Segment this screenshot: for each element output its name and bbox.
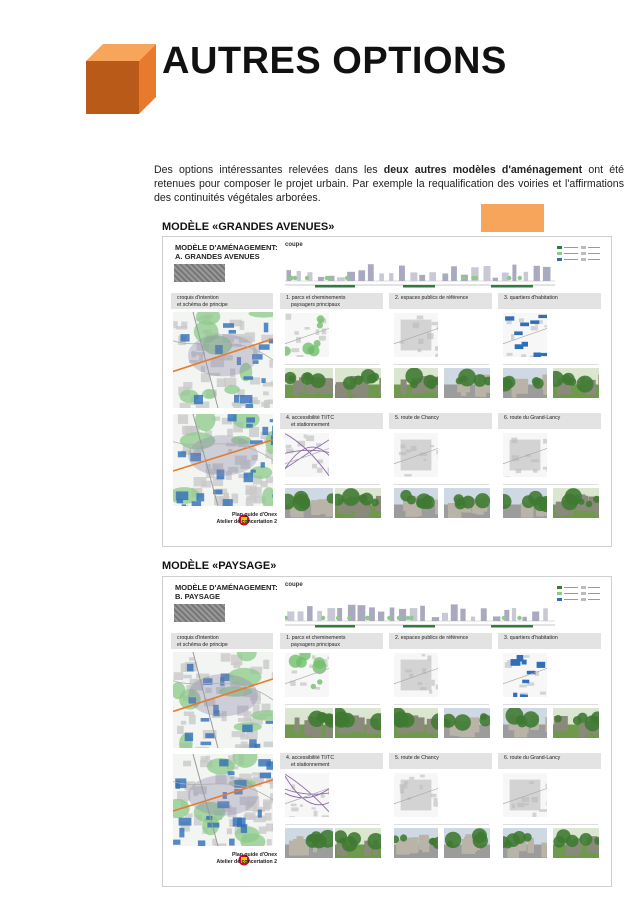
topic-map-svg bbox=[285, 433, 329, 477]
topic-heading-5 bbox=[389, 753, 492, 769]
topic-number: 4. bbox=[286, 415, 292, 421]
topic-title: parcs et cheminements bbox=[291, 635, 346, 641]
photo-caption-rule bbox=[285, 824, 380, 825]
croquis-line2: et schéma de principe bbox=[177, 641, 228, 648]
topic-heading-6 bbox=[498, 413, 601, 429]
photo-caption-rule bbox=[285, 484, 380, 485]
reference-photo bbox=[553, 368, 599, 398]
reference-photo-svg bbox=[394, 368, 438, 398]
intro-paragraph: Des options intéressantes relevées dans les deux autres modèles d'aménagement ont été retenues pour composer le projet urbain. Par exemple la requalification des voiries et l'affirmations des continuités végétales arborées. bbox=[154, 164, 625, 204]
topic-map-svg bbox=[285, 773, 329, 817]
topic-heading-1 bbox=[280, 633, 383, 649]
topic-line2: et stationnement bbox=[291, 421, 330, 428]
coupe-legend bbox=[555, 583, 603, 605]
topic-map-svg bbox=[394, 773, 438, 817]
reference-photo bbox=[553, 488, 599, 518]
topic-title: route de Chancy bbox=[400, 755, 439, 761]
reference-photo-svg bbox=[335, 488, 381, 518]
topic-heading-6 bbox=[498, 753, 601, 769]
topic-heading-4 bbox=[280, 753, 383, 769]
topic-heading-4 bbox=[280, 413, 383, 429]
board-aerial-photo bbox=[174, 604, 225, 622]
board-aerial-photo bbox=[174, 264, 225, 282]
topic-heading-3 bbox=[498, 293, 601, 309]
topic-line2: paysagers principaux bbox=[291, 301, 341, 308]
reference-photo-svg bbox=[553, 488, 599, 518]
intention-sketch-map bbox=[173, 652, 273, 748]
reference-photo bbox=[285, 368, 333, 398]
orange-cube-logo bbox=[84, 40, 158, 116]
topic-map-1 bbox=[285, 313, 329, 357]
topic-map-svg bbox=[394, 653, 438, 697]
coupe-svg bbox=[285, 593, 555, 631]
photo-caption-rule bbox=[285, 704, 380, 705]
reference-photo bbox=[285, 828, 333, 858]
topic-heading-1 bbox=[280, 293, 383, 309]
reference-photo bbox=[335, 368, 381, 398]
topic-line1 bbox=[395, 415, 492, 422]
board-title bbox=[175, 583, 278, 601]
principle-scheme-map bbox=[173, 754, 273, 846]
plan-guide-line2: Atelier de concertation 2 bbox=[216, 858, 277, 865]
reference-photo-svg bbox=[444, 828, 490, 858]
reference-photo bbox=[444, 488, 490, 518]
plan-guide-line2: Atelier de concertation 2 bbox=[216, 518, 277, 525]
coupe-section-drawing bbox=[285, 253, 555, 291]
topic-map-svg bbox=[503, 773, 547, 817]
reference-photo bbox=[444, 708, 490, 738]
topic-title: accessibilité TI/TC bbox=[291, 415, 335, 421]
topic-map-svg bbox=[503, 653, 547, 697]
topic-line2: et stationnement bbox=[291, 761, 330, 768]
croquis-line1: croquis d'intention bbox=[177, 295, 219, 301]
principle-scheme-svg bbox=[173, 754, 273, 846]
topic-map-3 bbox=[503, 653, 547, 697]
reference-photo-svg bbox=[444, 708, 490, 738]
topic-map-5 bbox=[394, 433, 438, 477]
reference-photo-svg bbox=[394, 828, 438, 858]
topic-title: route du Grand-Lancy bbox=[509, 755, 561, 761]
topic-title: quartiers d'habitation bbox=[509, 295, 558, 301]
reference-photo-svg bbox=[285, 828, 333, 858]
reference-photo bbox=[285, 488, 333, 518]
reference-photo bbox=[394, 708, 438, 738]
topic-heading-2 bbox=[389, 293, 492, 309]
coupe-label: coupe bbox=[285, 582, 303, 588]
photo-caption-rule bbox=[394, 364, 489, 365]
plan-guide-line1: Plan guide d'Onex bbox=[231, 512, 277, 518]
reference-photo bbox=[503, 828, 547, 858]
reference-photo-svg bbox=[553, 828, 599, 858]
topic-map-4 bbox=[285, 773, 329, 817]
topic-map-svg bbox=[394, 313, 438, 357]
board-paysage bbox=[162, 576, 612, 887]
photo-caption-rule bbox=[394, 824, 489, 825]
topic-number: 1. bbox=[286, 295, 292, 301]
plan-guide-line1: Plan guide d'Onex bbox=[231, 852, 277, 858]
reference-photo-svg bbox=[553, 708, 599, 738]
reference-photo bbox=[444, 368, 490, 398]
board-grandes-avenues bbox=[162, 236, 612, 547]
reference-photo bbox=[503, 708, 547, 738]
croquis-line2: et schéma de principe bbox=[177, 301, 228, 308]
reference-photo-svg bbox=[335, 828, 381, 858]
topic-line1 bbox=[395, 635, 492, 642]
coupe-section-drawing bbox=[285, 593, 555, 631]
reference-photo-svg bbox=[285, 368, 333, 398]
topic-number: 4. bbox=[286, 755, 292, 761]
topic-number: 5. bbox=[395, 415, 401, 421]
reference-photo-svg bbox=[553, 368, 599, 398]
reference-photo-svg bbox=[394, 488, 438, 518]
reference-photo bbox=[553, 708, 599, 738]
topic-number: 3. bbox=[504, 635, 510, 641]
topic-number: 6. bbox=[504, 415, 510, 421]
intention-sketch-svg bbox=[173, 652, 273, 748]
section-heading-paysage: MODÈLE «PAYSAGE» bbox=[162, 560, 277, 572]
photo-caption-rule bbox=[503, 484, 598, 485]
reference-photo bbox=[335, 488, 381, 518]
coupe-label: coupe bbox=[285, 242, 303, 248]
topic-title: espaces publics de référence bbox=[400, 295, 469, 301]
croquis-heading bbox=[171, 293, 273, 309]
topic-map-2 bbox=[394, 313, 438, 357]
reference-photo-svg bbox=[444, 488, 490, 518]
plan-guide-label bbox=[163, 852, 277, 865]
topic-map-5 bbox=[394, 773, 438, 817]
reference-photo bbox=[503, 488, 547, 518]
topic-heading-5 bbox=[389, 413, 492, 429]
legend-svg bbox=[555, 583, 603, 605]
board-title-line2: B. PAYSAGE bbox=[175, 592, 221, 601]
topic-map-6 bbox=[503, 433, 547, 477]
coupe-legend bbox=[555, 243, 603, 265]
photo-caption-rule bbox=[394, 704, 489, 705]
reference-photo bbox=[553, 828, 599, 858]
reference-photo-svg bbox=[285, 708, 333, 738]
topic-number: 1. bbox=[286, 635, 292, 641]
photo-caption-rule bbox=[503, 704, 598, 705]
reference-photo bbox=[335, 708, 381, 738]
orange-accent-strip bbox=[481, 204, 544, 232]
reference-photo bbox=[335, 828, 381, 858]
photo-caption-rule bbox=[503, 364, 598, 365]
topic-title: parcs et cheminements bbox=[291, 295, 346, 301]
reference-photo bbox=[444, 828, 490, 858]
reference-photo-svg bbox=[444, 368, 490, 398]
board-title-line1: MODÈLE D'AMÉNAGEMENT: bbox=[175, 583, 278, 592]
reference-photo-svg bbox=[503, 488, 547, 518]
topic-number: 2. bbox=[395, 635, 401, 641]
coupe-svg bbox=[285, 253, 555, 291]
topic-line1 bbox=[395, 295, 492, 302]
reference-photo-svg bbox=[394, 708, 438, 738]
topic-map-svg bbox=[285, 313, 329, 357]
croquis-line1: croquis d'intention bbox=[177, 635, 219, 641]
reference-photo bbox=[503, 368, 547, 398]
topic-title: quartiers d'habitation bbox=[509, 635, 558, 641]
topic-map-svg bbox=[503, 313, 547, 357]
board-title bbox=[175, 243, 278, 261]
reference-photo bbox=[394, 488, 438, 518]
topic-line1 bbox=[504, 415, 601, 422]
plan-guide-label bbox=[163, 512, 277, 525]
topic-number: 5. bbox=[395, 755, 401, 761]
topic-title: accessibilité TI/TC bbox=[291, 755, 335, 761]
reference-photo-svg bbox=[503, 708, 547, 738]
reference-photo bbox=[394, 828, 438, 858]
topic-map-svg bbox=[394, 433, 438, 477]
page-title: AUTRES OPTIONS bbox=[162, 40, 507, 82]
croquis-heading bbox=[171, 633, 273, 649]
reference-photo bbox=[285, 708, 333, 738]
reference-photo-svg bbox=[335, 708, 381, 738]
topic-title: espaces publics de référence bbox=[400, 635, 469, 641]
topic-line1 bbox=[504, 755, 601, 762]
topic-map-1 bbox=[285, 653, 329, 697]
topic-line1 bbox=[395, 755, 492, 762]
board-title-line1: MODÈLE D'AMÉNAGEMENT: bbox=[175, 243, 278, 252]
topic-title: route du Grand-Lancy bbox=[509, 415, 561, 421]
topic-map-svg bbox=[503, 433, 547, 477]
reference-photo-svg bbox=[285, 488, 333, 518]
photo-caption-rule bbox=[394, 484, 489, 485]
topic-number: 2. bbox=[395, 295, 401, 301]
photo-caption-rule bbox=[503, 824, 598, 825]
legend-svg bbox=[555, 243, 603, 265]
topic-map-4 bbox=[285, 433, 329, 477]
topic-map-svg bbox=[285, 653, 329, 697]
topic-number: 3. bbox=[504, 295, 510, 301]
topic-map-3 bbox=[503, 313, 547, 357]
topic-line1 bbox=[504, 295, 601, 302]
intention-sketch-svg bbox=[173, 312, 273, 408]
board-title-line2: A. GRANDES AVENUES bbox=[175, 252, 260, 261]
reference-photo-svg bbox=[503, 368, 547, 398]
topic-map-6 bbox=[503, 773, 547, 817]
topic-line2: paysagers principaux bbox=[291, 641, 341, 648]
intention-sketch-map bbox=[173, 312, 273, 408]
reference-photo bbox=[394, 368, 438, 398]
topic-map-2 bbox=[394, 653, 438, 697]
reference-photo-svg bbox=[335, 368, 381, 398]
topic-number: 6. bbox=[504, 755, 510, 761]
topic-title: route de Chancy bbox=[400, 415, 439, 421]
topic-line1 bbox=[504, 635, 601, 642]
topic-heading-3 bbox=[498, 633, 601, 649]
photo-caption-rule bbox=[285, 364, 380, 365]
topic-heading-2 bbox=[389, 633, 492, 649]
section-heading-grandes-avenues: MODÈLE «GRANDES AVENUES» bbox=[162, 221, 335, 233]
reference-photo-svg bbox=[503, 828, 547, 858]
principle-scheme-svg bbox=[173, 414, 273, 506]
principle-scheme-map bbox=[173, 414, 273, 506]
